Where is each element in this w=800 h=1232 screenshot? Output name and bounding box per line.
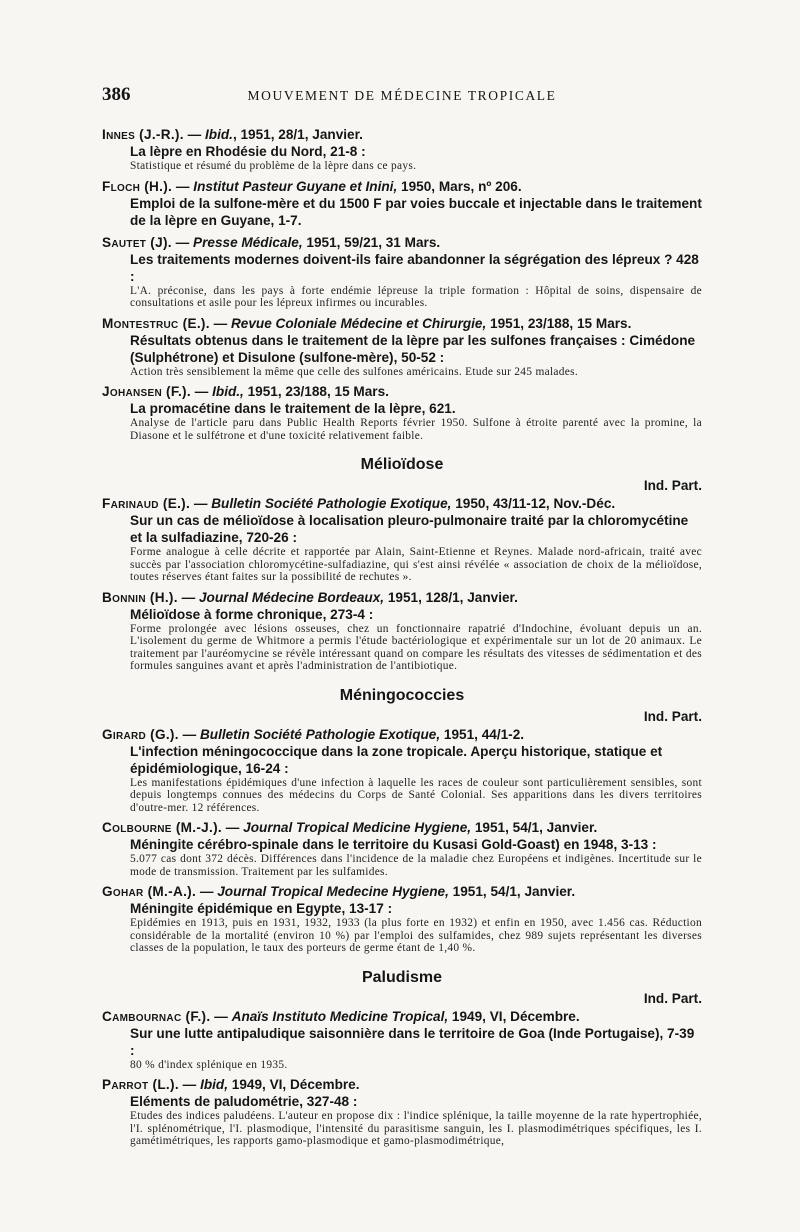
bibliography-entry (102, 819, 702, 878)
section-heading: Méningococcies (339, 686, 465, 704)
bibliography-section (102, 126, 702, 442)
entry-journal: Bulletin Société Pathologie Exotique, (211, 496, 452, 511)
entry-journal: Journal Tropical Medicine Hygiene, (243, 820, 472, 835)
section-index-tag: Ind. Part. (643, 990, 702, 1006)
entry-journal: Bulletin Société Pathologie Exotique, (199, 726, 441, 742)
citation-dash: — (190, 496, 212, 511)
section-heading: Mélioïdose (360, 456, 444, 473)
entry-title: La lèpre en Rhodésie du Nord, 21-8 : (130, 144, 366, 159)
entry-journal: Revue Coloniale Médecine et Chirurgie, (230, 315, 487, 331)
entry-journal: Journal Médecine Bordeaux, (199, 589, 385, 605)
entry-title: Mélioïdose à forme chronique, 273-4 : (130, 606, 374, 622)
entry-title: Sur une lutte antipaludique saisonnière dans le territoire de Goa (Inde Portugaise), 7-39 : (130, 1025, 695, 1058)
entry-details: 1951, 44/1-2. (440, 726, 525, 742)
entry-details: 1951, 23/188, 15 Mars. (486, 315, 632, 331)
bibliography-entry (102, 383, 702, 442)
citation-line (102, 234, 702, 251)
citation-line (102, 126, 702, 143)
entry-details: 1951, 59/21, 31 Mars. (302, 234, 441, 250)
page-number: 386 (102, 84, 131, 105)
entry-abstract: Statistique et résumé du problème de la lèpre dans ce pays. (130, 160, 417, 172)
entry-journal: Ibid., (212, 384, 244, 399)
bibliography-entry (102, 178, 702, 229)
citation-line (102, 1008, 702, 1025)
citation-dash: — (178, 726, 200, 742)
citation-dash: — (209, 315, 231, 331)
entry-author: Cambournac (F.). (102, 1008, 211, 1024)
citation-dash: — (210, 1008, 232, 1024)
entry-details: 1951, 23/188, 15 Mars. (243, 384, 389, 399)
entry-title: La promacétine dans le traitement de la lèpre, 621. (130, 401, 456, 416)
citation-line (102, 819, 702, 836)
bibliography-entry (102, 315, 702, 379)
entry-title: Méningite épidémique en Egypte, 13-17 : (130, 901, 393, 916)
entry-details: 1950, 43/11-12, Nov.-Déc. (451, 496, 616, 511)
entry-details: 1951, 54/1, Janvier. (448, 884, 576, 899)
entry-author: Gohar (M.-A.). (102, 884, 197, 899)
bibliography-entry (102, 126, 702, 173)
citation-line (102, 315, 702, 332)
citation-line (102, 383, 702, 400)
entry-author: Sautet (J). (102, 234, 172, 250)
entry-details: 1951, 128/1, Janvier. (384, 589, 518, 605)
entry-title: Eléments de paludométrie, 327-48 : (130, 1094, 358, 1109)
entry-author: Bonnin (H.). (102, 589, 178, 605)
entry-journal: Institut Pasteur Guyane et Inini, (193, 178, 398, 194)
entry-details: 1950, Mars, nº 206. (397, 178, 522, 194)
bibliography-entry (102, 234, 702, 310)
entry-abstract: Forme prolongée avec lésions osseuses, chez un fonctionnaire rapatrié d'Indochine, évoluant depuis un an. L'isolement du germe de Whitmore a permis l'étude bactériologique et expérimentale sur un lot de 20 animaux. Le traitement par l'auréomycine se révèle intéressant quand on compare les résultats des vitesses de sédimentation et des formules sanguines avant et après l'administration de l'antibiotique. (130, 622, 702, 672)
bibliography-entry (102, 726, 702, 815)
entry-details: 1949, VI, Décembre. (448, 1008, 580, 1024)
entry-abstract: 80 % d'index splénique en 1935. (130, 1058, 288, 1071)
citation-line (102, 726, 702, 743)
entry-title: Sur un cas de mélioïdose à localisation pleuro-pulmonaire traité par la chloromycétine et la sulfadiazine, 720-26 : (130, 513, 689, 545)
entry-title: L'infection méningococcique dans la zone tropicale. Aperçu historique, statique et épidémiologique, 16-24 : (130, 743, 663, 776)
entry-abstract: Etudes des indices paludéens. L'auteur en propose dix : l'indice splénique, la taille moyenne de la rate hypertrophiée, l'I. splénométrique, l'I. plasmodique, l'intensité du parasitisme sanguin, les I. plasmodimétriques spécifiques, les I. gamétimétriques, les rapports gamo-plasmodique et gamo-plasmodimétrique, (130, 1110, 702, 1147)
citation-line (102, 883, 702, 900)
entry-author: Girard (G.). (102, 726, 179, 742)
entry-author: Johansen (F.). (102, 384, 191, 399)
citation-dash: — (190, 384, 213, 399)
page-header (102, 84, 702, 112)
bibliography-entry (102, 495, 702, 584)
entry-author: Montestruc (E.). (102, 315, 210, 331)
citation-dash: — (196, 884, 218, 899)
entry-abstract: Analyse de l'article paru dans Public Health Reports février 1950. Sulfone à étroite parenté avec la promine, la Diasone et le sulfétrone et d'une toxicité relativement faible. (130, 417, 702, 442)
entry-author: Floch (H.). (102, 178, 173, 194)
bibliography-content (102, 126, 702, 1148)
bibliography-entry (102, 589, 702, 673)
entry-author: Innes (J.-R.). (102, 127, 184, 142)
entry-author: Colbourne (M.-J.). (102, 820, 223, 835)
bibliography-entry (102, 883, 702, 955)
citation-dash: — (222, 820, 244, 835)
entry-journal: Journal Tropical Medecine Hygiene, (217, 884, 449, 899)
section-heading: Paludisme (361, 968, 443, 986)
entry-abstract: Forme analogue à celle décrite et rapportée par Alain, Saint-Etienne et Reynes. Malade nord-africain, traité avec succès par l'association chloromycétine-sulfadiazine, qui s'est ainsi révélée « association de choix de la mélioïdose, toutes réserves étant faites sur la possibilité de rechutes ». (130, 546, 702, 583)
entry-title: Méningite cérébro-spinale dans le territoire du Kusasi Gold-Goast) en 1948, 3-13 : (130, 837, 657, 852)
citation-line (102, 495, 702, 512)
entry-journal: Ibid. (204, 127, 233, 142)
entry-journal: Anaïs Instituto Medicine Tropical, (231, 1008, 449, 1024)
bibliography-section (102, 456, 702, 673)
bibliography-section (102, 687, 702, 955)
entry-title: Résultats obtenus dans le traitement de la lèpre par les sulfones françaises : Cimédone (Sulphétrone) et Disulone (sulfone-mère), 50-52 : (130, 332, 696, 365)
entry-journal: Ibid, (200, 1077, 229, 1092)
section-index-tag: Ind. Part. (643, 478, 702, 493)
bibliography-section (102, 969, 702, 1148)
section-index-tag: Ind. Part. (643, 708, 702, 724)
citation-dash: — (178, 1077, 201, 1092)
entry-abstract: L'A. préconise, dans les pays à forte endémie lépreuse la triple formation : Hôpital de soins, dispensaire de consultations et asile pour les lépreux infirmes ou incurables. (130, 284, 702, 309)
entry-title: Emploi de la sulfone-mère et du 1500 F par voies buccale et injectable dans le traitement de la lèpre en Guyane, 1-7. (130, 195, 702, 228)
citation-dash: — (183, 127, 205, 142)
entry-details: 1951, 54/1, Janvier. (471, 820, 598, 835)
entry-abstract: Les manifestations épidémiques d'une infection à laquelle les races de couleur sont particulièrement sensibles, sont depuis longtemps connues des médecins du Corps de Santé Colonial. Ses apparitions dans les divers territoires d'outre-mer. 12 références. (130, 776, 702, 814)
entry-abstract: Action très sensiblement la même que celle des sulfones américains. Etude sur 245 malades. (130, 365, 579, 378)
running-title: MOUVEMENT DE MÉDECINE TROPICALE (247, 88, 557, 103)
citation-dash: — (172, 178, 194, 194)
citation-dash: — (177, 589, 199, 605)
citation-line (102, 178, 702, 195)
page (102, 84, 702, 1153)
entry-details: 1949, VI, Décembre. (228, 1077, 360, 1092)
entry-abstract: 5.077 cas dont 372 décès. Différences dans l'incidence de la maladie chez Européens et indigènes. Incertitude sur le mode de transmission. Traitement par les sulfamides. (130, 853, 702, 878)
citation-line (102, 1076, 702, 1093)
entry-journal: Presse Médicale, (193, 234, 303, 250)
bibliography-entry (102, 1076, 702, 1148)
bibliography-entry (102, 1008, 702, 1072)
citation-dash: — (171, 234, 194, 250)
entry-abstract: Epidémies en 1913, puis en 1931, 1932, 1933 (la plus forte en 1932) et enfin en 1950, avec 1.456 cas. Réduction considérable de la mortalité (environ 10 %) par l'emploi des sulfamides, chez 989 sujets représentant les diverses classes de la population, le taux des porteurs de germe étant de 1,40 %. (130, 917, 702, 954)
entry-details: , 1951, 28/1, Janvier. (232, 127, 363, 142)
citation-line (102, 589, 702, 606)
entry-author: Farinaud (E.). (102, 496, 191, 511)
entry-title: Les traitements modernes doivent-ils faire abandonner la ségrégation des lépreux ? 428 : (130, 251, 699, 284)
entry-author: Parrot (L.). (102, 1077, 179, 1092)
